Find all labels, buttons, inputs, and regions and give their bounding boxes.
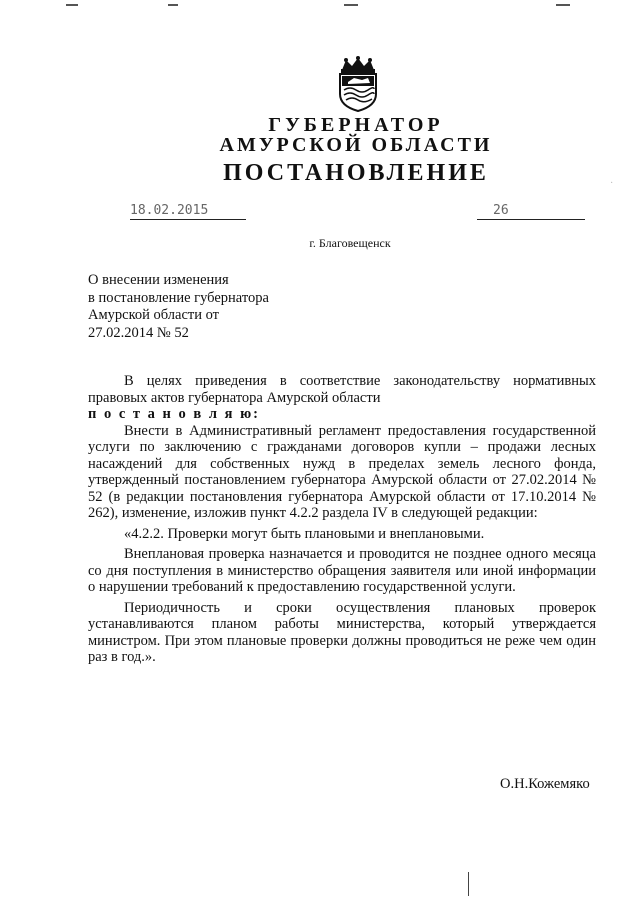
subject-line: Амурской области от — [88, 307, 220, 323]
subject-line: 27.02.2014 № 52 — [88, 324, 189, 341]
scan-mark — [344, 4, 358, 6]
subject-line: О внесении изменения — [88, 272, 229, 288]
document-type: ПОСТАНОВЛЕНИЕ — [223, 160, 489, 186]
scan-mark — [468, 872, 469, 896]
body-paragraph: Периодичность и сроки осуществления плановых проверок устанавливаются планом работы министерства, который утверждается министром. При этом плановые проверки должны проводиться не реже чем один раз в год.». — [88, 599, 596, 665]
intro-paragraph: В целях приведения в соответствие законодательству нормативных правовых актов губернатора Амурской области — [88, 373, 596, 406]
document-date: 18.02.2015 — [130, 203, 246, 220]
body-paragraph: Внести в Административный регламент предоставления государственной услуги по заключению с гражданами договоров купли – продажи лесных насаждений для собственных нужд в пределах земель лесного фонда, утвержденный постановлением губернатора Амурской области от 27.02.2014 № 52 (в редакции постановления губернатора Амурской области от 17.10.2014 № 262), изменение, изложив пункт 4.2.2 раздела IV в следующей редакции: — [88, 422, 596, 521]
document-number: 26 — [477, 203, 585, 220]
city: г. Благовещенск — [309, 236, 391, 250]
scan-mark: · — [610, 178, 614, 189]
document-body — [88, 373, 596, 666]
body-paragraph: Внеплановая проверка назначается и проводится не позднее одного месяца со дня поступления в министерство обращения заявителя или иной информации о нарушении требований к предоставлению государственной услуги. — [88, 546, 596, 595]
scan-mark — [168, 4, 178, 6]
issuer-region: АМУРСКОЙ ОБЛАСТИ — [219, 134, 493, 156]
issuer-title: ГУБЕРНАТОР — [268, 114, 444, 136]
scan-mark — [556, 4, 570, 6]
subject-line: в постановление губернатора — [88, 289, 269, 306]
signatory-name: О.Н.Кожемяко — [500, 776, 590, 792]
coat-of-arms-icon — [332, 56, 384, 112]
scan-mark — [66, 4, 78, 6]
resolution-verb: п о с т а н о в л я ю: — [88, 406, 260, 422]
document-subject — [88, 272, 269, 342]
body-paragraph: «4.2.2. Проверки могут быть плановыми и внеплановыми. — [124, 525, 485, 542]
